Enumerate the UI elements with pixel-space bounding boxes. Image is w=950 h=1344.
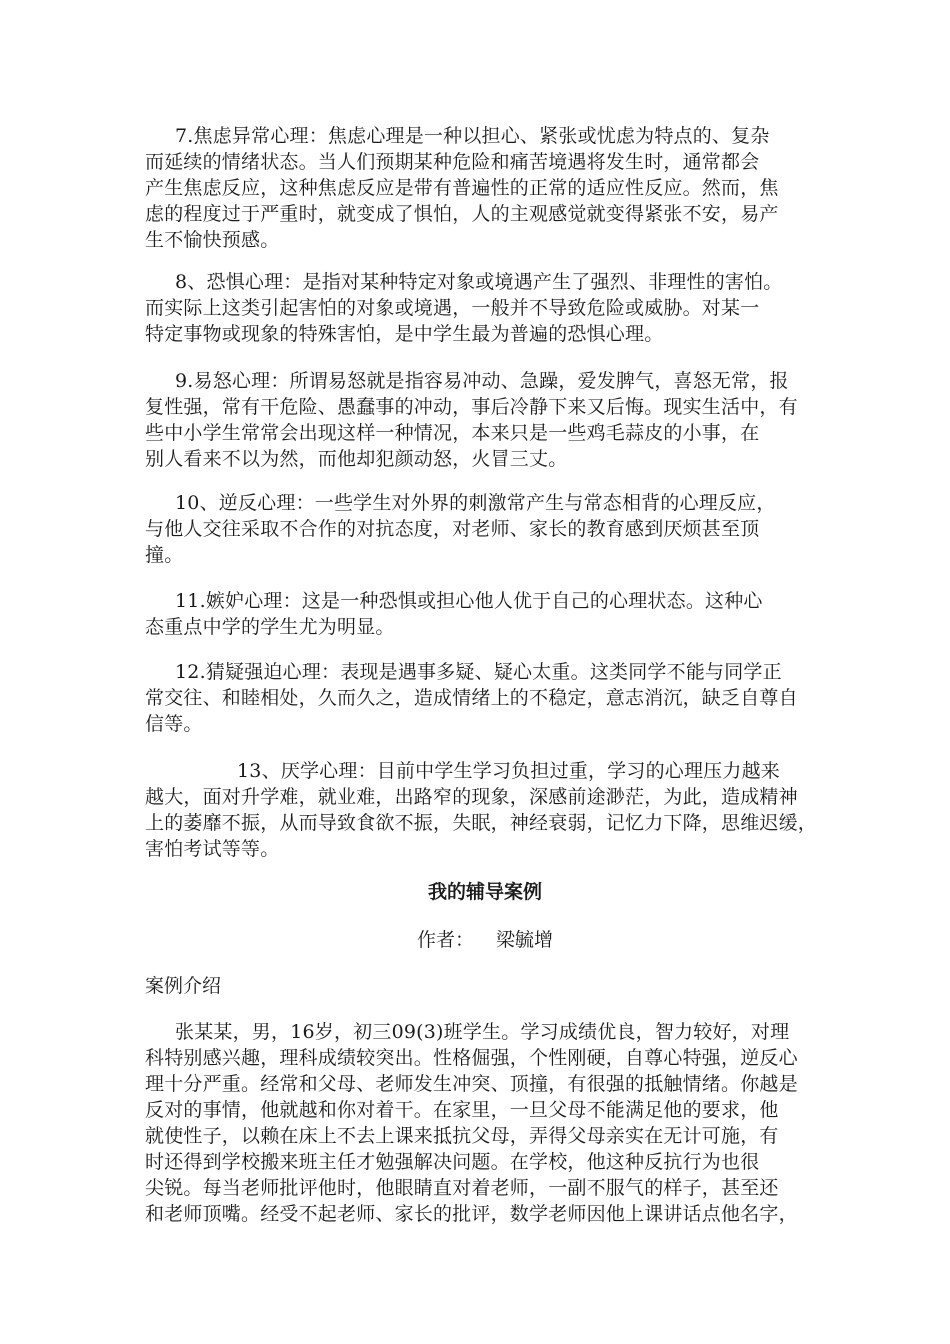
text-line: 产生焦虑反应，这种焦虑反应是带有普遍性的正常的适应性反应。然而，焦 (145, 177, 779, 199)
text-line: 尖锐。每当老师批评他时，他眼睛直对着老师，一副不服气的样子，甚至还 (145, 1177, 779, 1199)
text-line: 越大，面对升学难，就业难，出路窄的现象，深感前途渺茫，为此，造成精神 (145, 786, 798, 808)
text-line: 别人看来不以为然，而他却犯颜动怒，火冒三丈。 (145, 448, 568, 470)
text-line: 生不愉快预感。 (145, 229, 280, 251)
text-line: 虑的程度过于严重时，就变成了惧怕，人的主观感觉就变得紧张不安，易产 (145, 203, 779, 225)
text-line: 常交往、和睦相处，久而久之，造成情绪上的不稳定，意志消沉，缺乏自尊自 (145, 687, 798, 709)
text-line: 而实际上这类引起害怕的对象或境遇，一般并不导致危险或威胁。对某一 (145, 297, 760, 319)
text-line: 而延续的情绪状态。当人们预期某种危险和痛苦境遇将发生时，通常都会 (145, 151, 760, 173)
text-line: 张某某，男，16岁，初三09(3)班学生。学习成绩优良，智力较好，对理 (175, 1021, 790, 1043)
text-line: 信等。 (145, 713, 203, 735)
section-label: 案例介绍 (145, 975, 222, 997)
text-line: 害怕考试等等。 (145, 838, 280, 860)
text-line: 科特别感兴趣，理科成绩较突出。性格倔强，个性刚硬，自尊心特强，逆反心 (145, 1047, 798, 1069)
text-line: 与他人交往采取不合作的对抗态度，对老师、家长的教育感到厌烦甚至顶 (145, 518, 760, 540)
text-line: 9.易怒心理：所谓易怒就是指容易冲动、急躁，爱发脾气，喜怒无常，报 (175, 370, 789, 392)
text-line: 特定事物或现象的特殊害怕，是中学生最为普遍的恐惧心理。 (145, 323, 664, 345)
paragraph-suspicion (145, 659, 825, 737)
paragraph-fear (145, 269, 825, 347)
text-line: 态重点中学的学生尤为明显。 (145, 616, 395, 638)
paragraph-jealousy (145, 588, 825, 640)
text-line: 8、恐惧心理：是指对某种特定对象或境遇产生了强烈、非理性的害怕。 (175, 271, 783, 293)
text-line: 就使性子，以赖在床上不去上课来抵抗父母，弄得父母亲实在无计可施，有 (145, 1125, 779, 1147)
author-label: 作者： (416, 929, 474, 951)
paragraph-irritability (145, 368, 825, 472)
text-line: 12.猜疑强迫心理：表现是遇事多疑、疑心太重。这类同学不能与同学正 (175, 661, 782, 683)
text-line: 复性强，常有干危险、愚蠢事的冲动，事后冷静下来又后悔。现实生活中，有 (145, 396, 798, 418)
paragraph-anxiety (145, 123, 825, 253)
paragraph-case-intro (145, 1019, 825, 1227)
text-line: 反对的事情，他就越和你对着干。在家里，一旦父母不能满足他的要求，他 (145, 1099, 779, 1121)
case-title: 我的辅导案例 (427, 881, 542, 903)
text-line: 时还得到学校搬来班主任才勉强解决问题。在学校，他这种反抗行为也很 (145, 1151, 760, 1173)
paragraph-school-aversion (145, 758, 825, 862)
paragraph-rebellion (145, 490, 825, 568)
text-line: 和老师顶嘴。经受不起老师、家长的批评，数学老师因他上课讲话点他名字， (145, 1203, 798, 1225)
text-line: 7.焦虑异常心理：焦虑心理是一种以担心、紧张或忧虑为特点的、复杂 (175, 125, 770, 147)
text-line: 10、逆反心理：一些学生对外界的刺激常产生与常态相背的心理反应， (175, 492, 776, 514)
text-line: 11.嫉妒心理：这是一种恐惧或担心他人优于自己的心理状态。这种心 (175, 590, 763, 612)
text-line: 13、厌学心理：目前中学生学习负担过重，学习的心理压力越来 (237, 760, 780, 782)
author-name: 梁毓增 (496, 929, 554, 951)
text-line: 些中小学生常常会出现这样一种情况，本来只是一些鸡毛蒜皮的小事，在 (145, 422, 760, 444)
text-line: 理十分严重。经常和父母、老师发生冲突、顶撞，有很强的抵触情绪。你越是 (145, 1073, 798, 1095)
author-line (145, 927, 825, 953)
text-line: 上的萎靡不振，从而导致食欲不振，失眠，神经衰弱，记忆力下降，思维迟缓， (145, 812, 818, 834)
text-line: 撞。 (145, 544, 184, 566)
